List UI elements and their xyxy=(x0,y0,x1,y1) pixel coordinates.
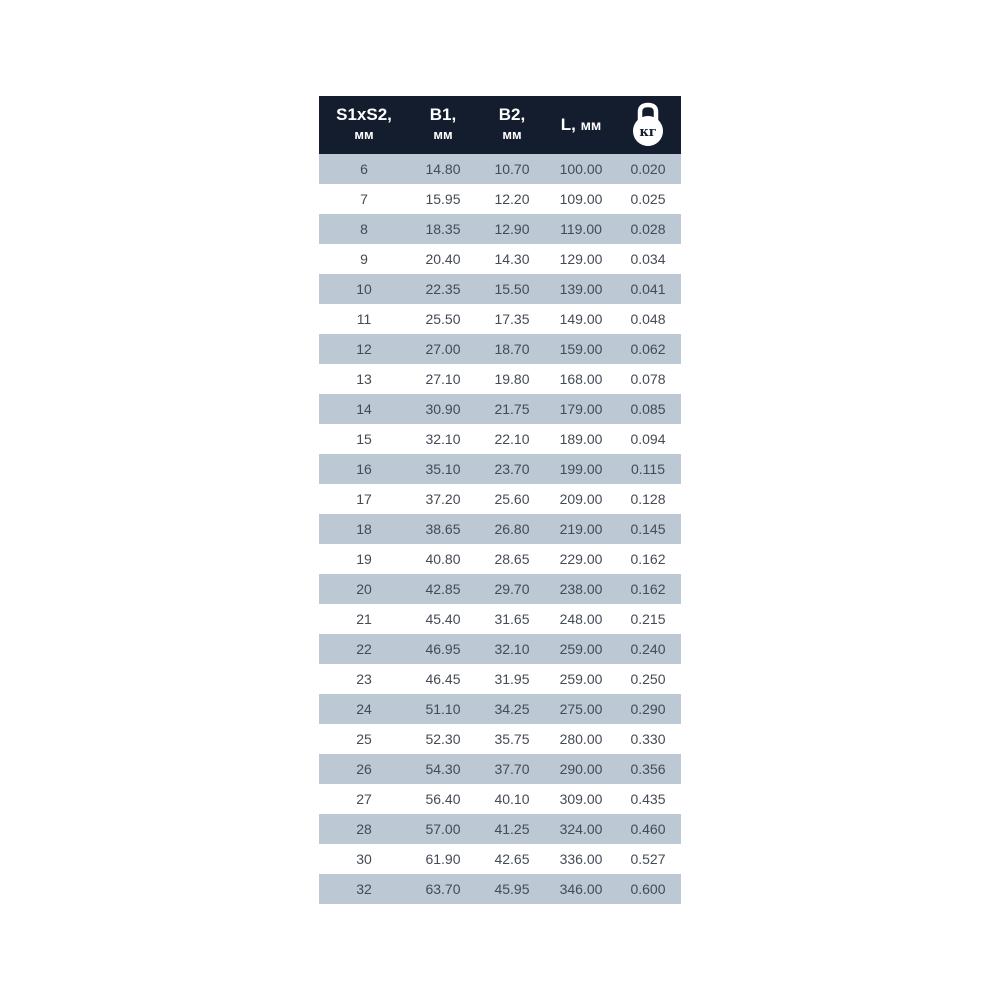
header-length-unit: мм xyxy=(580,116,602,133)
cell-size: 24 xyxy=(319,694,409,724)
cell-b2: 10.70 xyxy=(477,154,547,184)
cell-b2: 41.25 xyxy=(477,814,547,844)
cell-b2: 12.90 xyxy=(477,214,547,244)
cell-weight: 0.128 xyxy=(615,484,681,514)
cell-b1: 46.45 xyxy=(409,664,477,694)
header-b2 xyxy=(477,96,547,154)
cell-size: 19 xyxy=(319,544,409,574)
cell-length: 324.00 xyxy=(547,814,615,844)
table-body xyxy=(319,154,681,904)
cell-b2: 29.70 xyxy=(477,574,547,604)
table-row xyxy=(319,844,681,874)
cell-weight: 0.034 xyxy=(615,244,681,274)
header-size-unit: мм xyxy=(354,127,374,142)
cell-b1: 38.65 xyxy=(409,514,477,544)
cell-b2: 42.65 xyxy=(477,844,547,874)
header-b2-unit: мм xyxy=(502,127,522,142)
table-row xyxy=(319,424,681,454)
cell-size: 23 xyxy=(319,664,409,694)
table-row xyxy=(319,604,681,634)
table-row xyxy=(319,184,681,214)
cell-length: 259.00 xyxy=(547,664,615,694)
table-row xyxy=(319,304,681,334)
cell-length: 229.00 xyxy=(547,544,615,574)
cell-b1: 57.00 xyxy=(409,814,477,844)
header-b1-label: B1, xyxy=(429,105,457,124)
header-size-label: S1xS2, xyxy=(336,105,392,124)
cell-weight: 0.028 xyxy=(615,214,681,244)
cell-length: 189.00 xyxy=(547,424,615,454)
cell-length: 219.00 xyxy=(547,514,615,544)
cell-weight: 0.435 xyxy=(615,784,681,814)
cell-size: 15 xyxy=(319,424,409,454)
cell-size: 11 xyxy=(319,304,409,334)
cell-weight: 0.145 xyxy=(615,514,681,544)
cell-b2: 17.35 xyxy=(477,304,547,334)
cell-size: 16 xyxy=(319,454,409,484)
cell-b1: 35.10 xyxy=(409,454,477,484)
table-row xyxy=(319,724,681,754)
cell-b2: 35.75 xyxy=(477,724,547,754)
cell-length: 168.00 xyxy=(547,364,615,394)
weight-unit-label: кг xyxy=(639,125,657,140)
table-row xyxy=(319,514,681,544)
cell-b2: 14.30 xyxy=(477,244,547,274)
cell-length: 275.00 xyxy=(547,694,615,724)
cell-size: 8 xyxy=(319,214,409,244)
cell-length: 259.00 xyxy=(547,634,615,664)
table-row xyxy=(319,574,681,604)
cell-length: 248.00 xyxy=(547,604,615,634)
cell-b2: 34.25 xyxy=(477,694,547,724)
cell-size: 10 xyxy=(319,274,409,304)
cell-size: 22 xyxy=(319,634,409,664)
cell-length: 129.00 xyxy=(547,244,615,274)
cell-b1: 22.35 xyxy=(409,274,477,304)
cell-size: 26 xyxy=(319,754,409,784)
cell-weight: 0.290 xyxy=(615,694,681,724)
cell-weight: 0.460 xyxy=(615,814,681,844)
cell-b1: 32.10 xyxy=(409,424,477,454)
cell-b1: 37.20 xyxy=(409,484,477,514)
cell-b1: 40.80 xyxy=(409,544,477,574)
cell-b2: 19.80 xyxy=(477,364,547,394)
cell-size: 28 xyxy=(319,814,409,844)
cell-size: 27 xyxy=(319,784,409,814)
cell-length: 309.00 xyxy=(547,784,615,814)
cell-weight: 0.250 xyxy=(615,664,681,694)
cell-weight: 0.048 xyxy=(615,304,681,334)
cell-b2: 40.10 xyxy=(477,784,547,814)
header-length xyxy=(547,96,615,154)
table-row xyxy=(319,244,681,274)
header-length-text xyxy=(561,115,602,134)
cell-b1: 14.80 xyxy=(409,154,477,184)
table-row xyxy=(319,484,681,514)
cell-weight: 0.215 xyxy=(615,604,681,634)
cell-b1: 45.40 xyxy=(409,604,477,634)
cell-b2: 45.95 xyxy=(477,874,547,904)
cell-b1: 15.95 xyxy=(409,184,477,214)
cell-length: 100.00 xyxy=(547,154,615,184)
kettlebell-icon xyxy=(631,102,665,148)
cell-size: 7 xyxy=(319,184,409,214)
header-weight xyxy=(615,96,681,154)
cell-b2: 31.95 xyxy=(477,664,547,694)
cell-weight: 0.162 xyxy=(615,574,681,604)
table-row xyxy=(319,754,681,784)
table-row xyxy=(319,784,681,814)
cell-size: 20 xyxy=(319,574,409,604)
header-size xyxy=(319,96,409,154)
cell-b2: 37.70 xyxy=(477,754,547,784)
cell-weight: 0.527 xyxy=(615,844,681,874)
cell-weight: 0.240 xyxy=(615,634,681,664)
cell-weight: 0.356 xyxy=(615,754,681,784)
cell-b1: 46.95 xyxy=(409,634,477,664)
cell-length: 119.00 xyxy=(547,214,615,244)
cell-b2: 21.75 xyxy=(477,394,547,424)
cell-weight: 0.041 xyxy=(615,274,681,304)
cell-b1: 54.30 xyxy=(409,754,477,784)
cell-length: 280.00 xyxy=(547,724,615,754)
table-row xyxy=(319,274,681,304)
cell-b1: 27.00 xyxy=(409,334,477,364)
cell-size: 14 xyxy=(319,394,409,424)
table-header xyxy=(319,96,681,154)
cell-size: 25 xyxy=(319,724,409,754)
cell-b2: 23.70 xyxy=(477,454,547,484)
cell-length: 159.00 xyxy=(547,334,615,364)
cell-b1: 27.10 xyxy=(409,364,477,394)
table-row xyxy=(319,814,681,844)
cell-b1: 56.40 xyxy=(409,784,477,814)
cell-b1: 25.50 xyxy=(409,304,477,334)
header-length-label: L, xyxy=(560,114,576,134)
cell-size: 12 xyxy=(319,334,409,364)
cell-size: 21 xyxy=(319,604,409,634)
table-row xyxy=(319,394,681,424)
cell-length: 149.00 xyxy=(547,304,615,334)
cell-b2: 12.20 xyxy=(477,184,547,214)
table-row xyxy=(319,874,681,904)
cell-weight: 0.062 xyxy=(615,334,681,364)
cell-b2: 28.65 xyxy=(477,544,547,574)
cell-weight: 0.330 xyxy=(615,724,681,754)
cell-b1: 42.85 xyxy=(409,574,477,604)
cell-length: 238.00 xyxy=(547,574,615,604)
cell-weight: 0.162 xyxy=(615,544,681,574)
cell-length: 179.00 xyxy=(547,394,615,424)
table-row xyxy=(319,154,681,184)
cell-length: 199.00 xyxy=(547,454,615,484)
cell-b1: 61.90 xyxy=(409,844,477,874)
cell-size: 13 xyxy=(319,364,409,394)
cell-weight: 0.078 xyxy=(615,364,681,394)
header-b1-unit: мм xyxy=(433,127,453,142)
cell-weight: 0.025 xyxy=(615,184,681,214)
cell-length: 336.00 xyxy=(547,844,615,874)
table-row xyxy=(319,694,681,724)
cell-length: 139.00 xyxy=(547,274,615,304)
dimensions-table-container xyxy=(319,96,681,904)
cell-b1: 51.10 xyxy=(409,694,477,724)
cell-b1: 63.70 xyxy=(409,874,477,904)
cell-weight: 0.600 xyxy=(615,874,681,904)
table-row xyxy=(319,334,681,364)
cell-length: 346.00 xyxy=(547,874,615,904)
cell-length: 109.00 xyxy=(547,184,615,214)
cell-b2: 31.65 xyxy=(477,604,547,634)
table-row xyxy=(319,544,681,574)
table-row xyxy=(319,634,681,664)
cell-b2: 22.10 xyxy=(477,424,547,454)
cell-b2: 25.60 xyxy=(477,484,547,514)
cell-b2: 26.80 xyxy=(477,514,547,544)
cell-b1: 52.30 xyxy=(409,724,477,754)
cell-size: 6 xyxy=(319,154,409,184)
cell-b1: 18.35 xyxy=(409,214,477,244)
header-row xyxy=(319,96,681,154)
table-row xyxy=(319,364,681,394)
cell-size: 18 xyxy=(319,514,409,544)
cell-b2: 18.70 xyxy=(477,334,547,364)
header-b2-label: B2, xyxy=(498,105,526,124)
cell-weight: 0.094 xyxy=(615,424,681,454)
cell-weight: 0.085 xyxy=(615,394,681,424)
cell-size: 30 xyxy=(319,844,409,874)
header-b1 xyxy=(409,96,477,154)
cell-length: 209.00 xyxy=(547,484,615,514)
cell-size: 9 xyxy=(319,244,409,274)
cell-size: 17 xyxy=(319,484,409,514)
table-row xyxy=(319,454,681,484)
cell-size: 32 xyxy=(319,874,409,904)
cell-b2: 15.50 xyxy=(477,274,547,304)
cell-length: 290.00 xyxy=(547,754,615,784)
table-row xyxy=(319,214,681,244)
cell-b1: 30.90 xyxy=(409,394,477,424)
cell-weight: 0.115 xyxy=(615,454,681,484)
cell-b2: 32.10 xyxy=(477,634,547,664)
dimensions-table xyxy=(319,96,681,904)
cell-b1: 20.40 xyxy=(409,244,477,274)
table-row xyxy=(319,664,681,694)
cell-weight: 0.020 xyxy=(615,154,681,184)
